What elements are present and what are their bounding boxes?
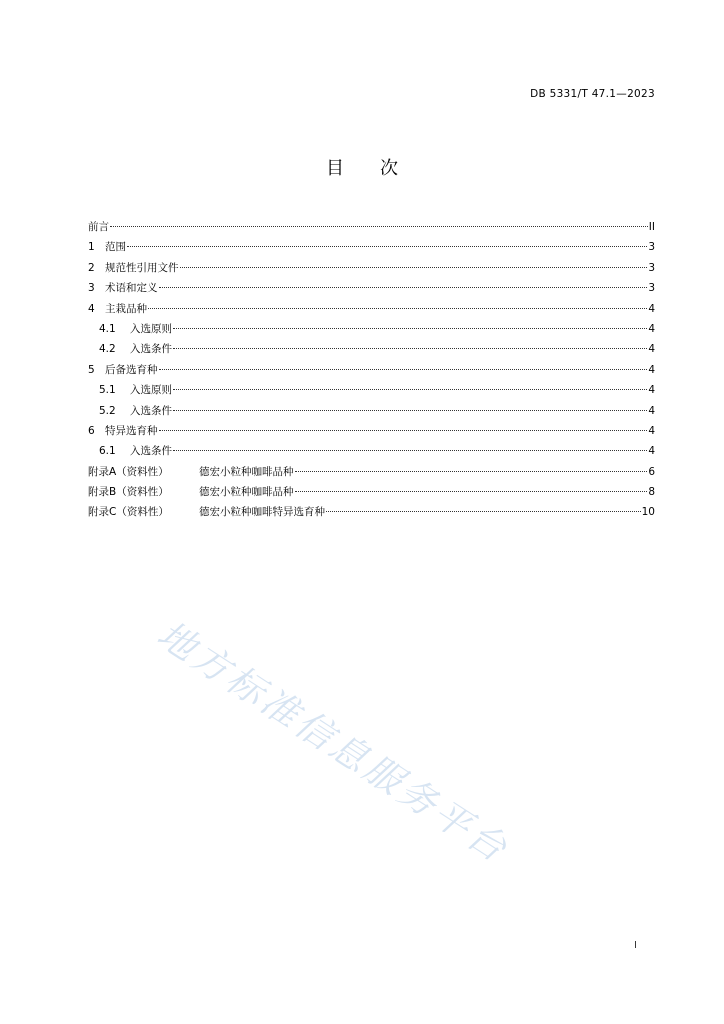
dot-leader <box>159 369 648 370</box>
page-number: I <box>634 940 637 951</box>
toc-label: 入选条件 <box>130 404 172 417</box>
toc-page: 4 <box>648 445 655 458</box>
document-code: DB 5331/T 47.1—2023 <box>530 88 655 100</box>
dot-leader <box>173 348 647 349</box>
dot-leader <box>173 450 647 451</box>
dot-leader <box>295 491 648 492</box>
toc-label: 入选条件 <box>130 445 172 458</box>
toc-row-5-2[interactable] <box>88 403 655 423</box>
toc-page: 4 <box>648 322 655 335</box>
toc-page: 3 <box>648 282 655 295</box>
toc-row-appendix-b[interactable] <box>88 484 655 504</box>
toc-page: 4 <box>648 302 655 315</box>
toc-heading <box>0 154 724 180</box>
toc-page: 4 <box>648 384 655 397</box>
toc-page: 3 <box>648 261 655 274</box>
toc-page: 4 <box>648 404 655 417</box>
toc-heading-char-2: 次 <box>380 158 398 179</box>
dot-leader <box>127 246 647 247</box>
toc-page: 6 <box>648 465 655 478</box>
toc-label: 前言 <box>88 221 109 233</box>
toc-number: 3 <box>88 282 95 295</box>
dot-leader <box>159 430 648 431</box>
toc-page: 3 <box>648 241 655 254</box>
toc-page: 4 <box>648 343 655 356</box>
toc-number: 6 <box>88 424 95 437</box>
toc-row-3[interactable] <box>88 280 655 300</box>
toc-number: 1 <box>88 241 95 254</box>
toc-label: 后备选育种 <box>105 363 158 376</box>
toc-row-4[interactable] <box>88 301 655 321</box>
toc-row-foreword[interactable] <box>88 219 655 239</box>
dot-leader <box>180 267 648 268</box>
dot-leader <box>159 287 648 288</box>
appendix-tag: 附录B（资料性） <box>88 486 169 499</box>
toc-page: 4 <box>648 363 655 376</box>
toc-row-6[interactable] <box>88 423 655 443</box>
toc-label: 入选原则 <box>130 384 172 397</box>
toc-row-appendix-a[interactable] <box>88 464 655 484</box>
toc-row-5[interactable] <box>88 362 655 382</box>
toc-number: 4.2 <box>99 343 116 356</box>
toc-page: 8 <box>648 486 655 499</box>
toc-page: 4 <box>648 424 655 437</box>
toc-number: 5.1 <box>99 384 116 397</box>
toc-page: II <box>648 221 655 233</box>
toc-number: 4.1 <box>99 322 116 335</box>
dot-leader <box>173 328 647 329</box>
toc-label: 德宏小粒种咖啡品种 <box>199 486 294 499</box>
toc-number: 4 <box>88 302 95 315</box>
toc-row-6-1[interactable] <box>88 443 655 463</box>
dot-leader <box>173 410 647 411</box>
toc-label: 主栽品种 <box>105 302 147 315</box>
dot-leader <box>173 389 647 390</box>
toc-heading-char-1: 目 <box>326 158 344 179</box>
toc-label: 入选原则 <box>130 322 172 335</box>
toc-row-4-1[interactable] <box>88 321 655 341</box>
toc-number: 2 <box>88 261 95 274</box>
toc-label: 规范性引用文件 <box>105 261 179 274</box>
toc-row-appendix-c[interactable] <box>88 504 655 524</box>
toc-row-4-2[interactable] <box>88 341 655 361</box>
dot-leader <box>110 226 648 227</box>
watermark-text: 地方标准信息服务平台 <box>149 612 517 872</box>
toc-page: 10 <box>641 506 655 519</box>
dot-leader <box>326 511 641 512</box>
toc-label: 特异选育种 <box>105 424 158 437</box>
toc-row-2[interactable] <box>88 260 655 280</box>
dot-leader <box>148 308 647 309</box>
appendix-tag: 附录C（资料性） <box>88 506 169 519</box>
toc-label: 入选条件 <box>130 343 172 356</box>
toc-label: 范围 <box>105 241 126 254</box>
toc-number: 6.1 <box>99 445 116 458</box>
toc-number: 5 <box>88 363 95 376</box>
toc-row-1[interactable] <box>88 239 655 259</box>
appendix-tag: 附录A（资料性） <box>88 465 169 478</box>
toc-label: 德宏小粒种咖啡品种 <box>199 465 294 478</box>
toc-label: 术语和定义 <box>105 282 158 295</box>
toc-number: 5.2 <box>99 404 116 417</box>
dot-leader <box>295 471 648 472</box>
toc-row-5-1[interactable] <box>88 382 655 402</box>
table-of-contents <box>88 219 655 525</box>
toc-label: 德宏小粒种咖啡特异选育种 <box>199 506 325 519</box>
